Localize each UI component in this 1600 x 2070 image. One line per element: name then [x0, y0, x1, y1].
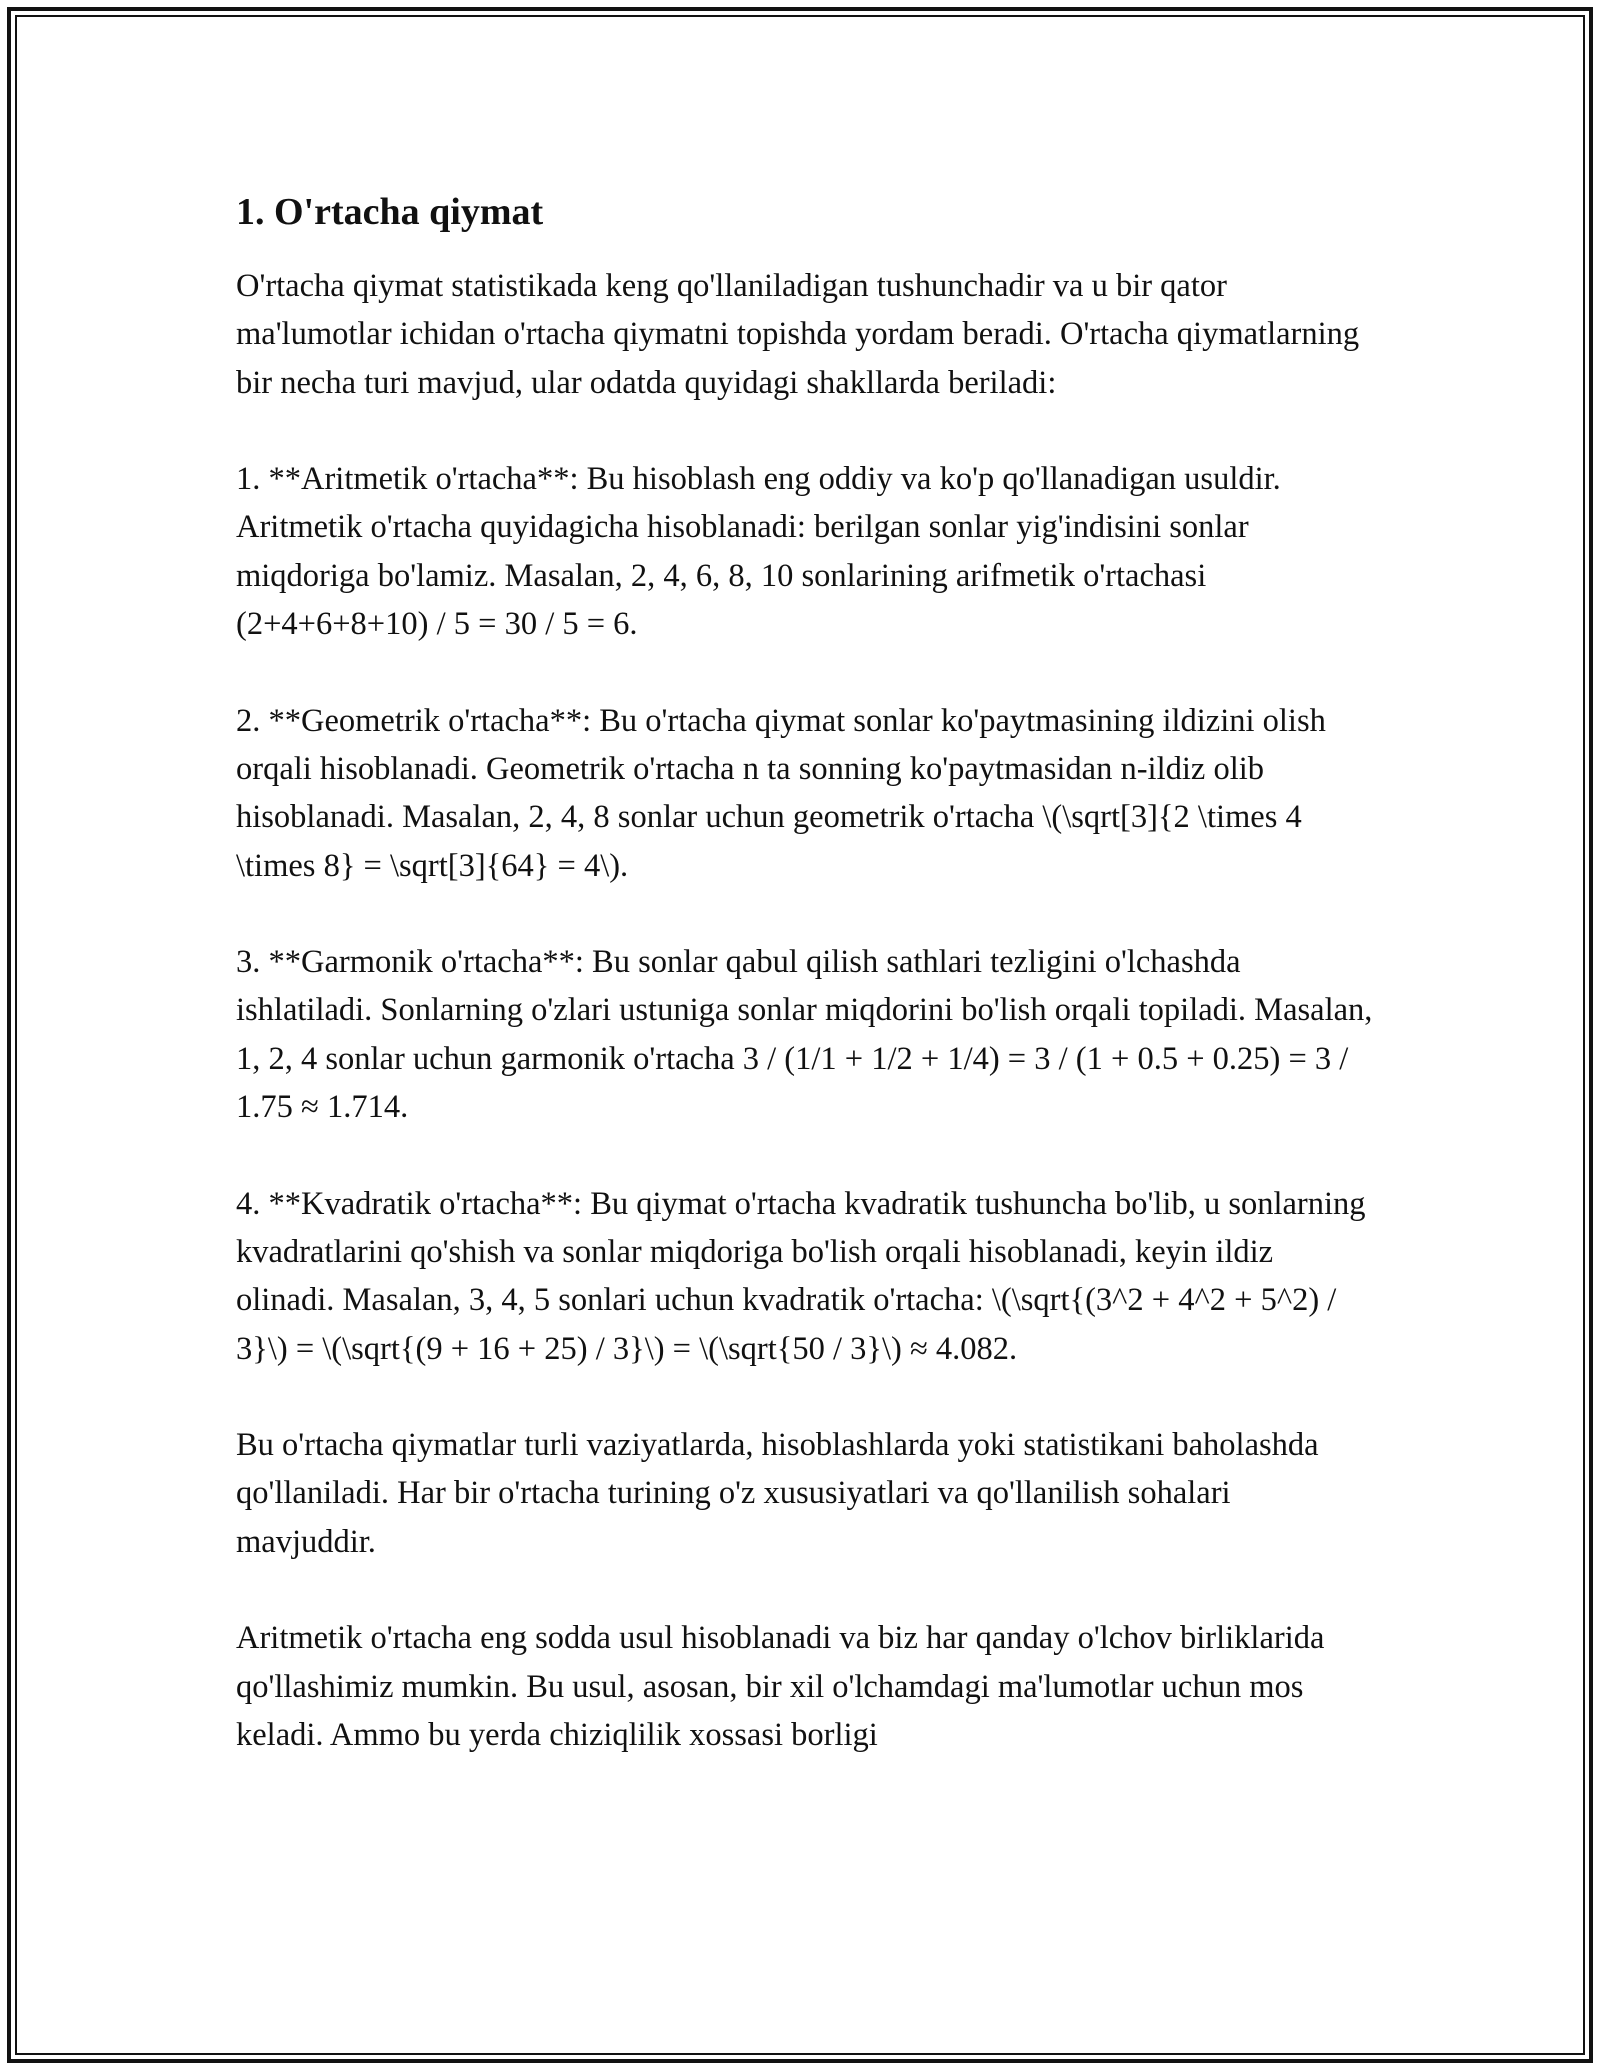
- closing-paragraph: Aritmetik o'rtacha eng sodda usul hisoblanadi va biz har qanday o'lchov birliklarida qo'llashimiz mumkin. Bu usul, asosan, bir xil o'lchamdagi ma'lumotlar uchun mos keladi. Ammo bu yerda chiziqlilik xossasi borligi: [236, 1620, 1325, 1753]
- quadratic-mean-paragraph: 4. **Kvadratik o'rtacha**: Bu qiymat o'rtacha kvadratik tushuncha bo'lib, u sonlarning kvadratlarini qo'shish va sonlar miqdoriga bo'lish orqali hisoblanadi, keyin ildiz olinadi. Masalan, 3, 4, 5 sonlari uchun kvadratik o'rtacha: \(\sqrt{(3^2 + 4^2 + 5^2) / 3}\) = \(\sqrt{(9 + 16 + 25) / 3}\) = \(\sqrt{50 / 3}\) ≈ 4.082.: [236, 1185, 1366, 1367]
- section-heading: 1. O'rtacha qiymat: [236, 191, 544, 233]
- harmonic-mean-paragraph: 3. **Garmonik o'rtacha**: Bu sonlar qabul qilish sathlari tezligini o'lchashda ishlatiladi. Sonlarning o'zlari ustuniga sonlar miqdorini bo'lish orqali topiladi. Masalan, 1, 2, 4 sonlar uchun garmonik o'rtacha 3 / (1/1 + 1/2 + 1/4) = 3 / (1 + 0.5 + 0.25) = 3 / 1.75 ≈ 1.714.: [236, 944, 1373, 1126]
- document-body: [236, 186, 1376, 1808]
- geometric-mean-paragraph: 2. **Geometrik o'rtacha**: Bu o'rtacha qiymat sonlar ko'paytmasining ildizini olish orqali hisoblanadi. Geometrik o'rtacha n ta sonning ko'paytmasidan n-ildiz olib hisoblanadi. Masalan, 2, 4, 8 sonlar uchun geometrik o'rtacha \(\sqrt[3]{2 \times 4 \times 8} = \sqrt[3]{64} = 4\).: [236, 702, 1326, 884]
- summary-paragraph: Bu o'rtacha qiymatlar turli vaziyatlarda, hisoblashlarda yoki statistikani baholashda qo'llaniladi. Har bir o'rtacha turining o'z xususiyatlari va qo'llanilish sohalari mavjuddir.: [236, 1427, 1319, 1560]
- intro-paragraph: O'rtacha qiymat statistikada keng qo'llaniladigan tushunchadir va u bir qator ma'lumotlar ichidan o'rtacha qiymatni topishda yordam beradi. O'rtacha qiymatlarning bir necha turi mavjud, ular odatda quyidagi shakllarda beriladi:: [236, 268, 1360, 401]
- arithmetic-mean-paragraph: 1. **Aritmetik o'rtacha**: Bu hisoblash eng oddiy va ko'p qo'llanadigan usuldir. Aritmetik o'rtacha quyidagicha hisoblanadi: berilgan sonlar yig'indisini sonlar miqdoriga bo'lamiz. Masalan, 2, 4, 6, 8, 10 sonlarining arifmetik o'rtachasi (2+4+6+8+10) / 5 = 30 / 5 = 6.: [236, 461, 1281, 643]
